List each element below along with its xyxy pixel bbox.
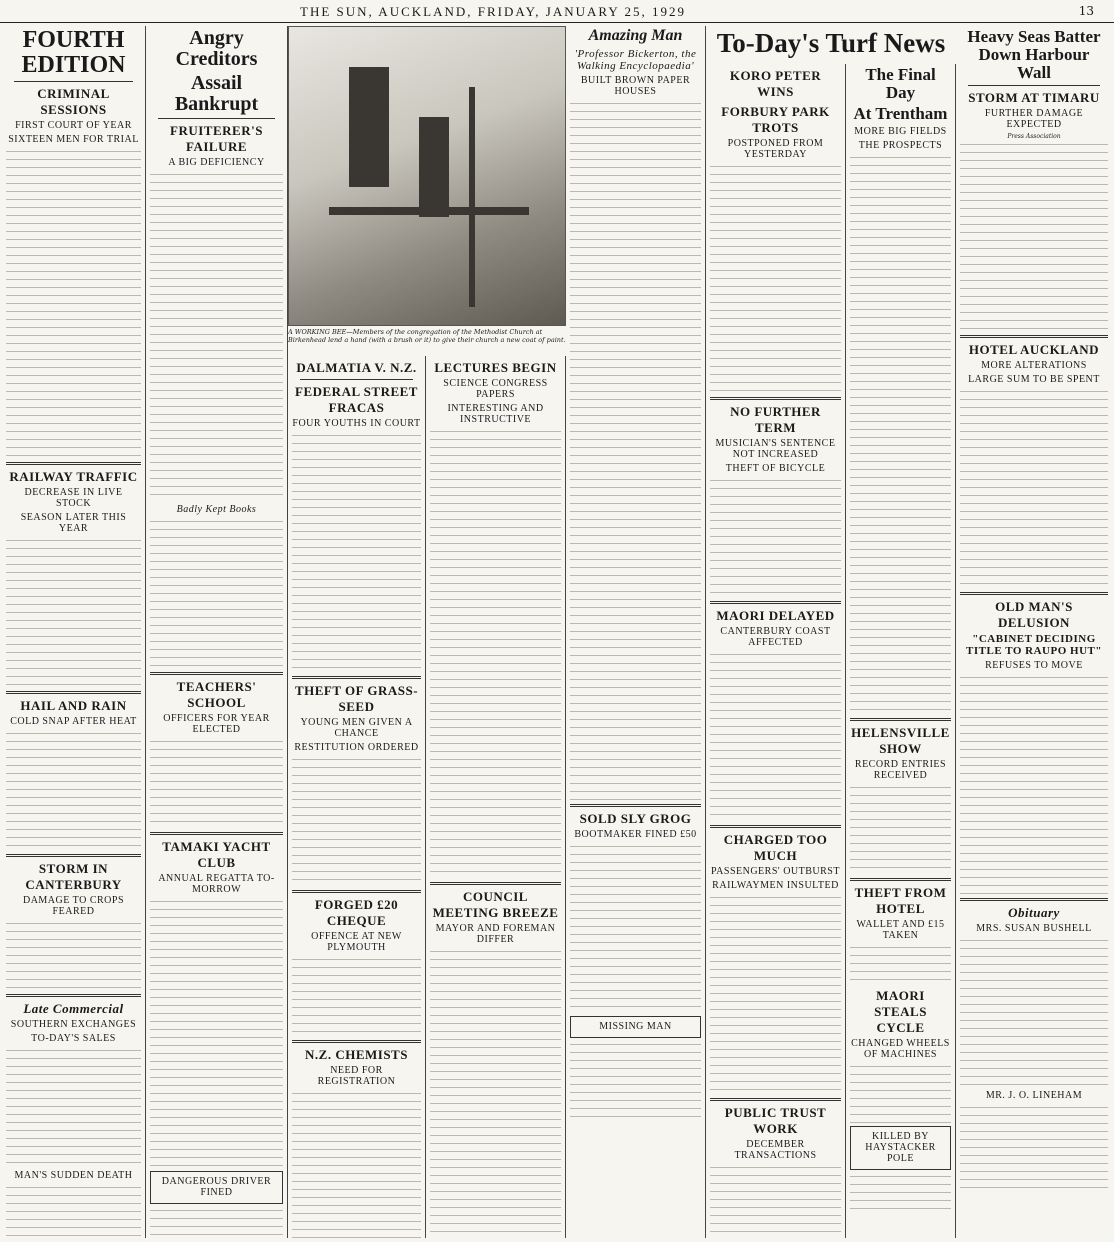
subhead-killed-haystacker: KILLED BY HAYSTACKER POLE — [865, 1130, 936, 1164]
headline-late-commercial: Late Commercial — [23, 1001, 124, 1017]
headline-angry-creditors: Angry Creditors — [175, 27, 258, 70]
subhead-prospects: THE PROSPECTS — [858, 139, 943, 151]
subhead-officers: OFFICERS FOR YEAR ELECTED — [163, 713, 270, 735]
headline-hotel-auckland: HOTEL AUCKLAND — [968, 341, 1100, 357]
headline-hail-rain: HAIL AND RAIN — [20, 698, 127, 714]
subhead-canterbury-coast: CANTERBURY COAST AFFECTED — [720, 626, 831, 648]
working-bee-photo — [288, 26, 566, 326]
subhead-changed-wheels: CHANGED WHEELS OF MACHINES — [851, 1037, 950, 1060]
headline-maori-steals: MAORI STEALS CYCLE — [874, 987, 927, 1035]
column-2 — [146, 26, 288, 1238]
photo-block — [288, 26, 566, 348]
headline-old-mans-delusion: OLD MAN'S DELUSION — [995, 598, 1073, 630]
headline-nz-chemists: N.Z. CHEMISTS — [305, 1047, 408, 1062]
subhead-refuses: REFUSES TO MOVE — [985, 659, 1083, 671]
headline-council-meeting: COUNCIL MEETING BREEZE — [432, 889, 559, 920]
subhead-restitution: RESTITUTION ORDERED — [294, 742, 419, 753]
subhead-young-men: YOUNG MEN GIVEN A CHANCE — [300, 717, 413, 739]
headline-theft-grass-seed: THEFT OF GRASS-SEED — [294, 683, 419, 714]
subhead-offence: OFFENCE AT NEW PLYMOUTH — [311, 931, 402, 953]
headline-criminal-sessions: CRIMINAL SESSIONS — [37, 86, 110, 118]
headline-lectures-begin: LECTURES BEGIN — [434, 360, 557, 375]
press-association-label: Press Association — [1007, 132, 1061, 140]
column-4 — [426, 356, 566, 1238]
headline-final-day: The Final Day — [865, 65, 936, 102]
headline-theft-hotel: THEFT FROM HOTEL — [854, 884, 947, 916]
headline-teachers-school: TEACHERS' SCHOOL — [176, 679, 257, 710]
headline-assail-bankrupt: Assail Bankrupt — [174, 72, 259, 115]
subhead-fruiterer: FRUITERER'S FAILURE — [170, 123, 263, 154]
headline-tamaki-yacht: TAMAKI YACHT CLUB — [162, 839, 271, 870]
column-3 — [288, 356, 426, 1238]
column-5 — [566, 26, 706, 1238]
page-number: 13 — [1078, 4, 1094, 18]
headline-charged-too-much: CHARGED TOO MUCH — [723, 832, 828, 863]
subhead-four-youths: FOUR YOUTHS IN COURT — [292, 418, 421, 429]
photo-caption: A WORKING BEE—Members of the congregation of the Methodist Church at Birkenhead lend a hand (with a brush or it) to give their church a new coat of paint. — [288, 328, 566, 344]
subhead-forbury: FORBURY PARK TROTS — [721, 104, 830, 135]
subhead-koro-peter: KORO PETER WINS — [729, 68, 822, 99]
subhead-cold-snap: COLD SNAP AFTER HEAT — [10, 716, 137, 728]
headline-fourth-edition: FOURTH EDITION — [21, 27, 126, 79]
headline-maori-delayed: MAORI DELAYED — [716, 608, 835, 623]
headline-no-further-term: NO FURTHER TERM — [730, 404, 821, 435]
subhead-professor: 'Professor Bickerton, the Walking Encyclopaedia' — [574, 47, 697, 72]
subhead-big-deficiency: A BIG DEFICIENCY — [168, 157, 265, 168]
subhead-railwaymen: RAILWAYMEN INSULTED — [712, 880, 839, 891]
subhead-passengers: PASSENGERS' OUTBURST — [711, 866, 840, 877]
subhead-alterations: MORE ALTERATIONS — [981, 359, 1087, 371]
subhead-season: SEASON LATER THIS YEAR — [20, 512, 127, 535]
subhead-registration: NEED FOR REGISTRATION — [317, 1065, 396, 1087]
headline-storm-canterbury: STORM IN CANTERBURY — [25, 861, 122, 893]
masthead-title: THE SUN, AUCKLAND, FRIDAY, JANUARY 25, 1929 — [300, 4, 686, 19]
subhead-regatta: ANNUAL REGATTA TO-MORROW — [158, 873, 275, 895]
subhead-wallet: WALLET AND £15 TAKEN — [856, 918, 945, 941]
subhead-interesting: INTERESTING AND INSTRUCTIVE — [447, 403, 544, 425]
subhead-missing-man: MISSING MAN — [599, 1020, 672, 1032]
headline-dalmatia: DALMATIA V. N.Z. — [296, 360, 417, 375]
masthead — [0, 0, 1114, 23]
headline-trentham: At Trentham — [853, 103, 948, 123]
subhead-further-damage: FURTHER DAMAGE EXPECTED — [984, 107, 1084, 130]
subhead-todays-sales: TO-DAY'S SALES — [31, 1033, 116, 1045]
subhead-badly-kept: Badly Kept Books — [176, 504, 257, 515]
subhead-record-entries: RECORD ENTRIES RECEIVED — [854, 758, 947, 781]
column-1 — [2, 26, 146, 1238]
headline-turf-news: To-Day's Turf News — [716, 28, 946, 58]
subhead-first-court: FIRST COURT OF YEAR — [15, 120, 132, 132]
headline-amazing-man: Amazing Man — [588, 27, 683, 44]
subhead-bootmaker: BOOTMAKER FINED £50 — [574, 828, 697, 840]
headline-obituary: Obituary — [1008, 904, 1060, 920]
headline-federal-street: FEDERAL STREET FRACAS — [295, 384, 418, 415]
subhead-musician: MUSICIAN'S SENTENCE NOT INCREASED — [715, 438, 836, 460]
headline-railway-traffic: RAILWAY TRAFFIC — [9, 469, 138, 485]
subhead-theft-bicycle: THEFT OF BICYCLE — [725, 463, 826, 474]
subhead-dangerous-driver: DANGEROUS DRIVER FINED — [161, 1176, 272, 1198]
subhead-decrease: DECREASE IN LIVE STOCK — [24, 487, 123, 510]
subhead-cabinet: "CABINET DECIDING TITLE TO RAUPO HUT" — [966, 632, 1102, 657]
headline-heavy-seas: Heavy Seas Batter Down Harbour Wall — [967, 27, 1101, 82]
subhead-science: SCIENCE CONGRESS PAPERS — [443, 378, 548, 400]
subhead-damage-crops: DAMAGE TO CROPS FEARED — [22, 895, 125, 918]
headline-public-trust: PUBLIC TRUST WORK — [724, 1105, 827, 1136]
subhead-bushell: MRS. SUSAN BUSHELL — [976, 922, 1092, 934]
subhead-storm-timaru: STORM AT TIMARU — [968, 89, 1100, 105]
headline-sold-sly-grog: SOLD SLY GROG — [579, 810, 692, 826]
subhead-lineham: MR. J. O. LINEHAM — [985, 1089, 1083, 1101]
column-6 — [706, 64, 846, 1238]
headline-forged-cheque: FORGED £20 CHEQUE — [314, 897, 399, 928]
subhead-southern-exchanges: SOUTHERN EXCHANGES — [10, 1019, 137, 1031]
subhead-mayor-foreman: MAYOR AND FOREMAN DIFFER — [435, 923, 556, 945]
column-7 — [846, 64, 956, 1238]
subhead-sixteen-men: SIXTEEN MEN FOR TRIAL — [8, 134, 139, 146]
subhead-postponed: POSTPONED FROM YESTERDAY — [727, 138, 824, 160]
subhead-more-big-fields: MORE BIG FIELDS — [854, 125, 947, 137]
subhead-december: DECEMBER TRANSACTIONS — [734, 1139, 817, 1161]
column-8 — [956, 26, 1112, 1238]
subhead-mans-sudden-death: MAN'S SUDDEN DEATH — [14, 1170, 133, 1182]
subhead-large-sum: LARGE SUM TO BE SPENT — [968, 373, 1100, 385]
subhead-brown-paper: BUILT BROWN PAPER HOUSES — [580, 74, 691, 97]
headline-helensville: HELENSVILLE SHOW — [851, 724, 950, 756]
